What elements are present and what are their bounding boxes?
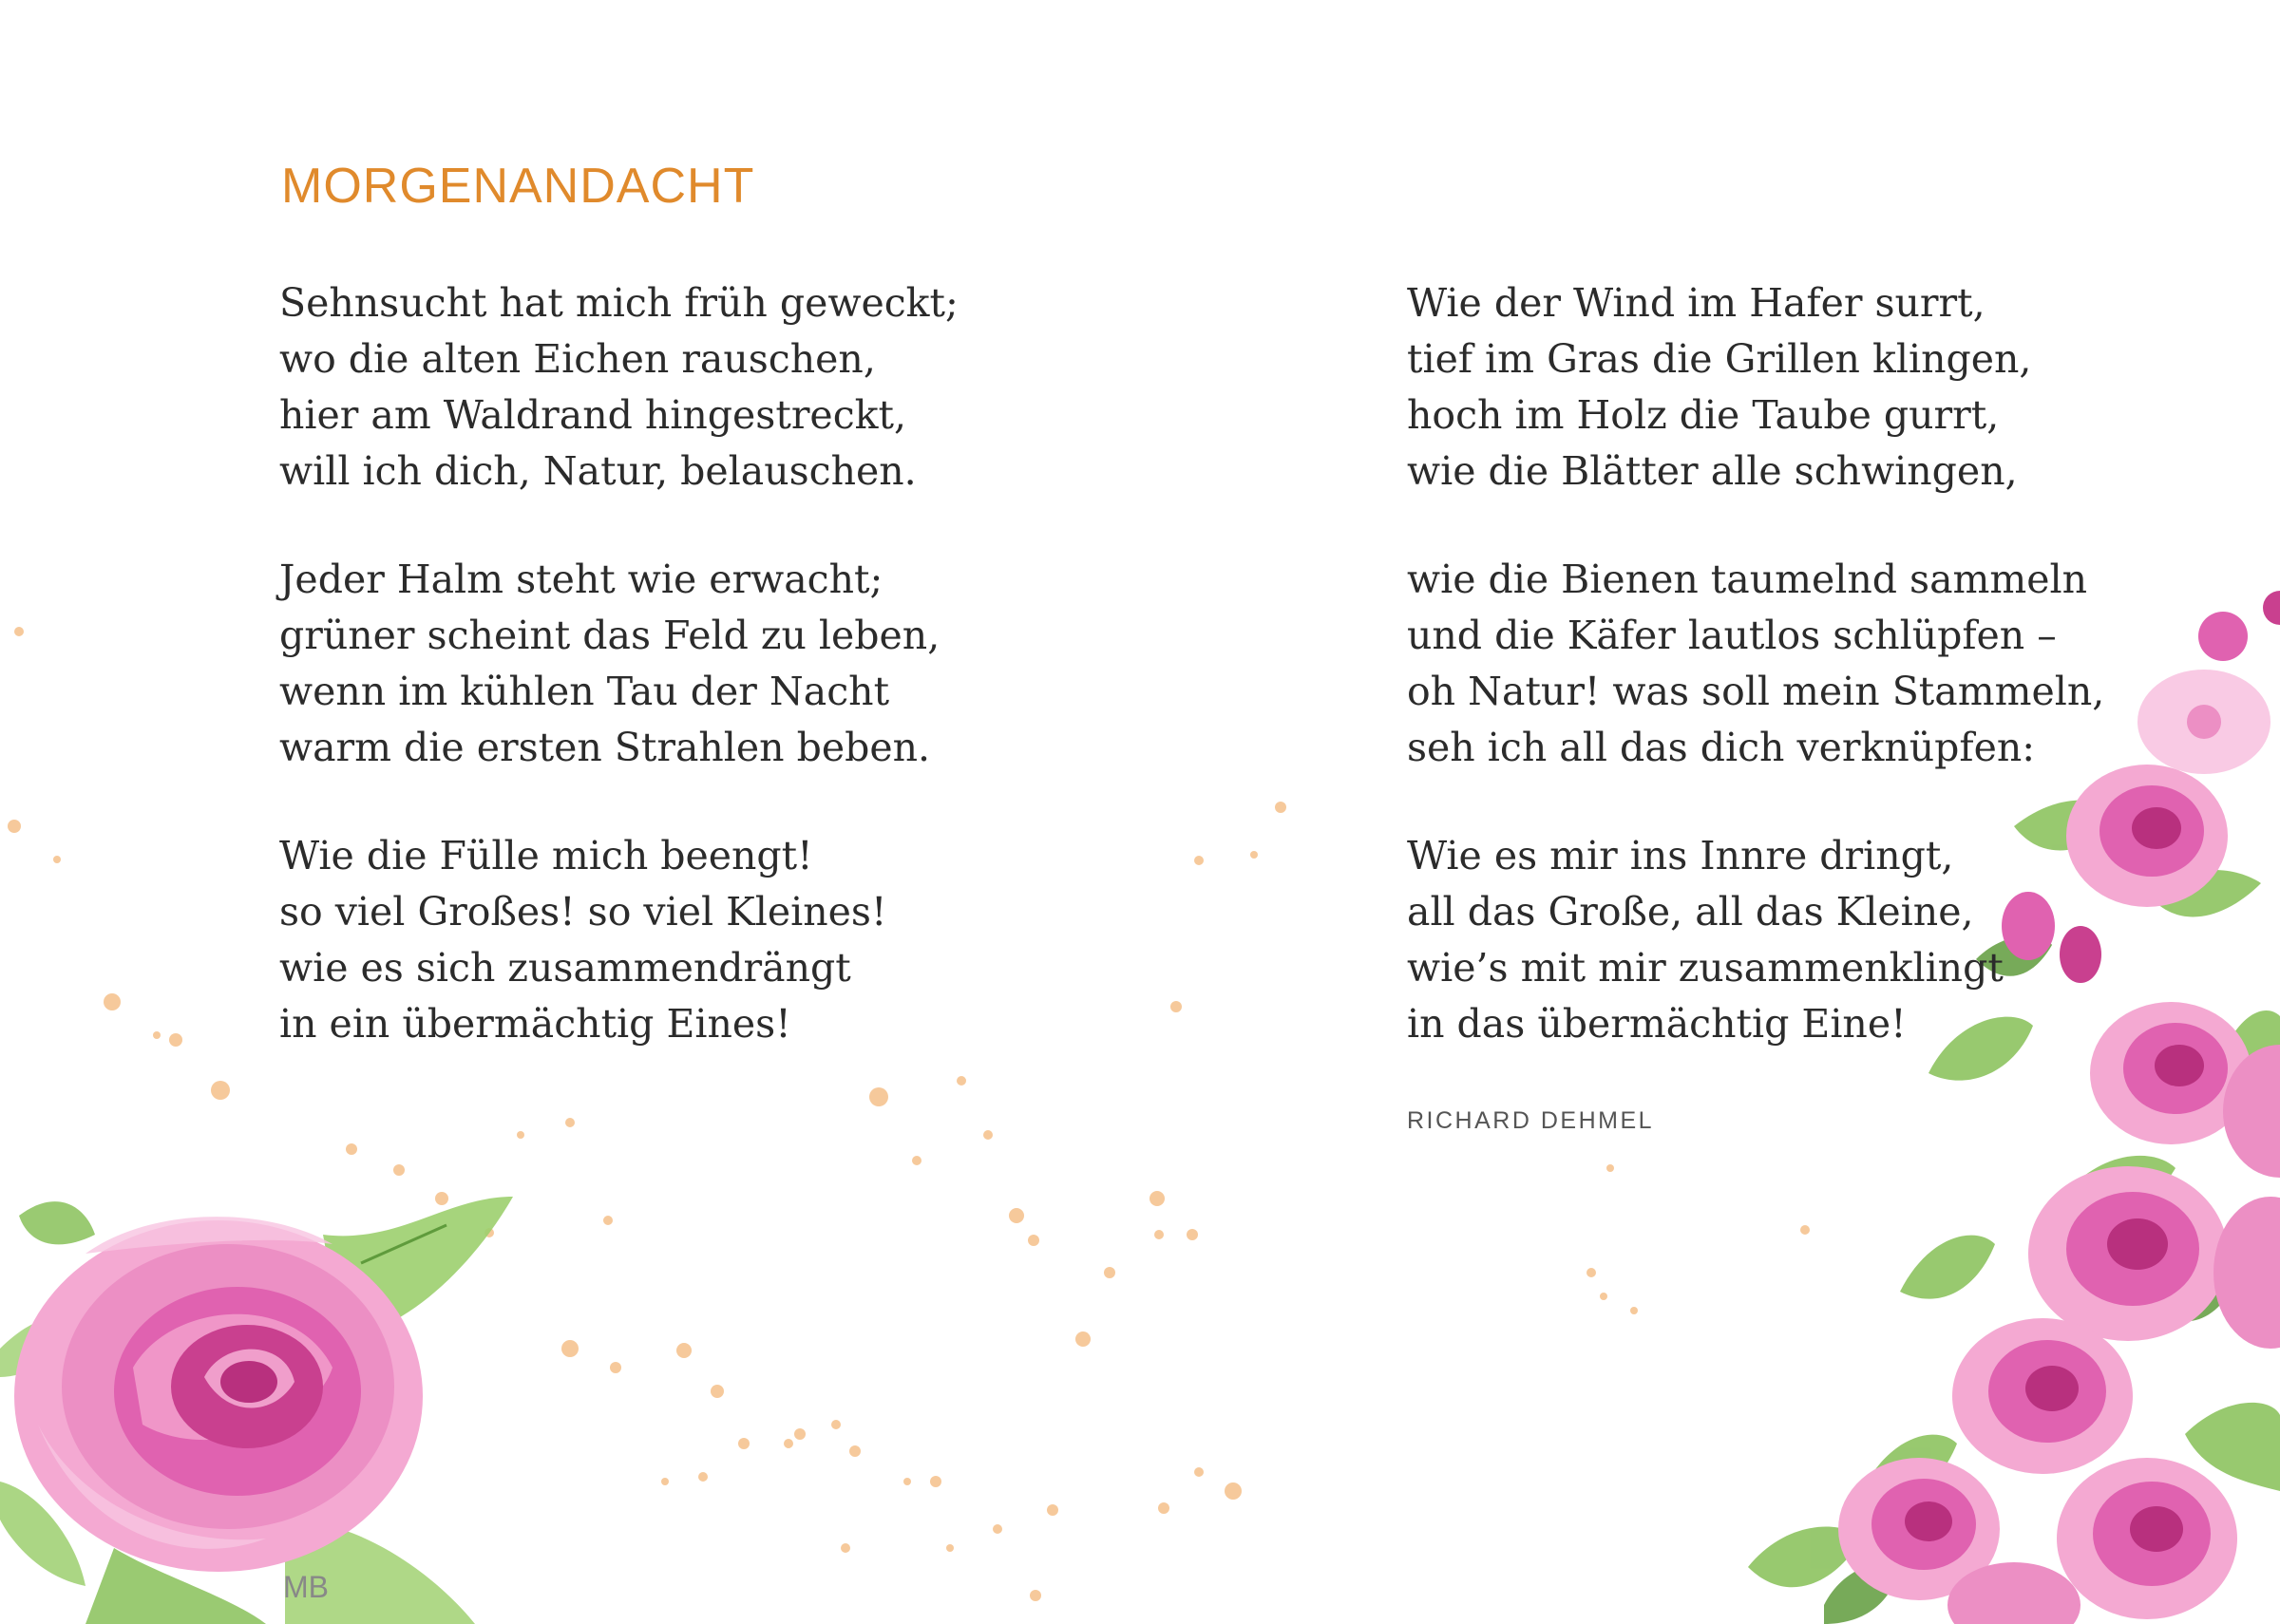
verse-line: warm die ersten Strahlen beben. [279, 725, 931, 770]
splatter-dot [211, 1081, 230, 1100]
splatter-dot [517, 1131, 524, 1139]
splatter-dot [849, 1445, 861, 1457]
splatter-dot [784, 1439, 793, 1448]
verse-line: oh Natur! was soll mein Stammeln, [1407, 669, 2105, 714]
splatter-dot [1194, 1467, 1204, 1477]
splatter-dot [1154, 1230, 1164, 1239]
splatter-dot [676, 1343, 692, 1358]
verse-line: wenn im kühlen Tau der Nacht [279, 669, 890, 714]
verse-line: wie’s mit mir zusammenklingt [1407, 945, 2004, 991]
splatter-dot [1150, 1191, 1165, 1206]
splatter-dot [1104, 1267, 1115, 1278]
splatter-dot [53, 856, 61, 863]
verse-line: wo die alten Eichen rauschen, [279, 336, 876, 382]
splatter-dot [983, 1130, 993, 1140]
splatter-dot [1225, 1482, 1242, 1500]
stanza [1407, 275, 2129, 500]
splatter-dot [1600, 1293, 1607, 1300]
verse-line: tief im Gras die Grillen klingen, [1407, 336, 2032, 382]
verse-line: seh ich all das dich verknüpfen: [1407, 725, 2036, 770]
splatter-dot [1275, 802, 1286, 813]
splatter-dot [1030, 1590, 1041, 1601]
verse-line: in das übermächtig Eine! [1407, 1001, 1907, 1047]
splatter-dot [698, 1472, 708, 1482]
splatter-dot [1187, 1229, 1198, 1240]
verse-line: Wie die Fülle mich beengt! [279, 833, 813, 878]
verse-line: wie es sich zusammendrängt [279, 945, 851, 991]
splatter-dot [1250, 851, 1258, 859]
splatter-dot [912, 1156, 922, 1165]
verse-line: in ein übermächtig Eines! [279, 1001, 791, 1047]
splatter-dot [1586, 1268, 1596, 1277]
splatter-dot [831, 1420, 841, 1429]
verse-line: Sehnsucht hat mich früh geweckt; [279, 280, 959, 326]
verse-line: will ich dich, Natur, belauschen. [279, 448, 917, 494]
stanza [1407, 828, 2129, 1052]
stanza [1407, 552, 2129, 776]
monogram [281, 1561, 357, 1609]
splatter-dot [946, 1544, 954, 1552]
splatter-dot [1028, 1235, 1039, 1246]
splatter-dot [993, 1524, 1002, 1534]
splatter-dot [1047, 1504, 1058, 1516]
verse-line: so viel Großes! so viel Kleines! [279, 889, 887, 935]
verse-line: Wie der Wind im Hafer surrt, [1407, 280, 1986, 326]
stanza [279, 828, 1001, 1052]
splatter-dot [1158, 1502, 1169, 1514]
verse-line: all das Große, all das Kleine, [1407, 889, 1974, 935]
poem-column-right [1407, 275, 2129, 1105]
verse-line: und die Käfer lautlos schlüpfen – [1407, 613, 2057, 658]
splatter-dot [610, 1362, 621, 1373]
splatter-dot [1194, 856, 1204, 865]
verse-line: wie die Blätter alle schwingen, [1407, 448, 2018, 494]
splatter-dot [346, 1143, 357, 1155]
pink-rose-left-illustration [0, 1178, 532, 1624]
splatter-dot [1606, 1164, 1614, 1172]
verse-line: hoch im Holz die Taube gurrt, [1407, 392, 2000, 438]
verse-line: Jeder Halm steht wie erwacht; [279, 557, 884, 602]
stanza [279, 552, 1001, 776]
splatter-dot [561, 1340, 579, 1357]
splatter-dot [794, 1428, 806, 1440]
poem-title: MORGENANDACHT [281, 159, 755, 214]
splatter-dot [169, 1033, 182, 1047]
stanza [279, 275, 1001, 500]
verse-line: hier am Waldrand hingestreckt, [279, 392, 907, 438]
splatter-dot [1075, 1331, 1091, 1347]
splatter-dot [903, 1478, 911, 1485]
splatter-dot [930, 1476, 941, 1487]
splatter-dot [104, 993, 121, 1010]
splatter-dot [393, 1164, 405, 1176]
splatter-dot [711, 1385, 724, 1398]
splatter-dot [565, 1118, 575, 1127]
monogram-text: MB [283, 1570, 329, 1604]
splatter-dot [8, 820, 21, 833]
verse-line: Wie es mir ins Innre dringt, [1407, 833, 1954, 878]
splatter-dot [603, 1216, 613, 1225]
poem-column-left [279, 275, 1001, 1105]
splatter-dot [738, 1438, 750, 1449]
verse-line: grüner scheint das Feld zu leben, [279, 613, 940, 658]
splatter-dot [153, 1031, 161, 1039]
splatter-dot [1170, 1001, 1182, 1012]
verse-line: wie die Bienen taumelnd sammeln [1407, 557, 2088, 602]
splatter-dot [1009, 1208, 1024, 1223]
splatter-dot [841, 1543, 850, 1553]
splatter-dot [14, 627, 24, 636]
splatter-dot [661, 1478, 669, 1485]
poem-author: RICHARD DEHMEL [1407, 1107, 1655, 1134]
